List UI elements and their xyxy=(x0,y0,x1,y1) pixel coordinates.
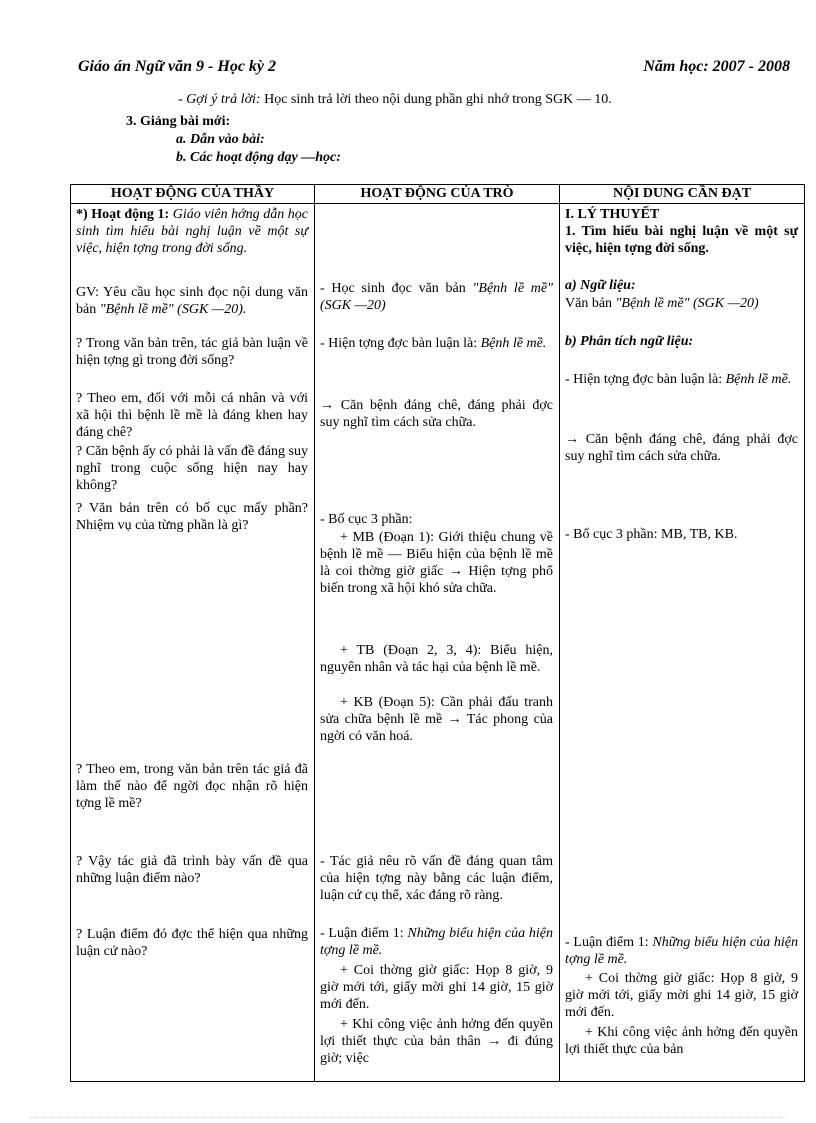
student-judgement: → Căn bệnh đáng chê, đáng phải đợc suy nghĩ tìm cách sửa chữa. xyxy=(320,398,553,430)
header-left: Giáo án Ngữ văn 9 - Học kỳ 2 xyxy=(78,58,277,75)
content-analysis-label: b) Phân tích ngữ liệu: xyxy=(565,334,694,349)
gv-lead: GV: Yêu cầu học sinh đọc nội dung văn bản xyxy=(76,285,308,317)
student-point-1 xyxy=(320,925,553,959)
read-lead: - Học sinh đọc văn bản xyxy=(320,281,466,296)
student-column xyxy=(315,185,560,1081)
content-judgement: → Căn bệnh đáng chê, đáng phải đợc suy nghĩ tìm cách sửa chữa. xyxy=(565,432,798,464)
activity-text: Giáo viên hớng dẫn học sinh tìm hiểu bài nghị luận về một sự việc, hiện tợng trong đời sống. xyxy=(76,207,309,256)
material-lead: Văn bản xyxy=(565,296,613,311)
page-footer-rule xyxy=(30,1117,786,1118)
student-phenomenon xyxy=(320,335,553,352)
content-point-1 xyxy=(565,934,798,968)
teacher-question-3: ? Căn bệnh ấy có phải là vấn đề đáng suy nghĩ trong cuộc sống hiện nay hay không? xyxy=(76,444,308,493)
answer-hint xyxy=(178,91,612,109)
student-header: HOẠT ĐỘNG CỦA TRÒ xyxy=(315,185,559,204)
teacher-question-4: ? Văn bản trên có bố cục mấy phần? Nhiệm vụ của từng phần là gì? xyxy=(76,501,308,533)
content-phenomenon xyxy=(565,371,798,388)
teacher-column xyxy=(71,185,315,1081)
phenomenon-lead: - Hiện tợng đợc bàn luận là: xyxy=(320,336,478,351)
activity-lead: *) Hoạt động 1: xyxy=(76,207,170,222)
content-material xyxy=(565,295,798,312)
content-structure: - Bố cục 3 phần: MB, TB, KB. xyxy=(565,527,738,542)
teacher-question-1: ? Trong văn bản trên, tác giả bàn luận về hiện tợng gì trong đời sống? xyxy=(76,336,308,368)
student-evidence-1: + Coi thờng giờ giấc: Họp 8 giờ, 9 giờ mới tới, giấy mời ghi 14 giờ, 15 giờ mới đến. xyxy=(320,963,553,1012)
content-material-label: a) Ngữ liệu: xyxy=(565,278,636,293)
header-right: Năm học: 2007 - 2008 xyxy=(643,58,790,75)
content-phenomenon-name: Bệnh lề mề. xyxy=(725,372,792,387)
teacher-question-2: ? Theo em, đối với mỗi cá nhân và với xã hội thì bệnh lề mề là đáng khen hay đáng chê? xyxy=(76,391,308,440)
hint-text: Học sinh trả lời theo nội dung phần ghi nhớ trong SGK — 10. xyxy=(264,92,612,107)
teacher-header: HOẠT ĐỘNG CỦA THẦY xyxy=(71,185,314,204)
teacher-question-6: ? Vậy tác giả đã trình bày vấn đề qua những luận điểm nào? xyxy=(76,854,308,886)
content-header: NỘI DUNG CẦN ĐẠT xyxy=(560,185,804,204)
content-evidence-2: + Khi công việc ảnh hởng đến quyền lợi thiết thực của bản xyxy=(565,1025,798,1057)
material-title: "Bệnh lề mề" (SGK —20) xyxy=(615,296,759,311)
phenomenon-name: Bệnh lề mề. xyxy=(480,336,547,351)
content-phenomenon-lead: - Hiện tợng đợc bàn luận là: xyxy=(565,372,723,387)
point-title: Những biểu hiện của hiện tợng lề mề. xyxy=(320,926,554,958)
content-evidence-1: + Coi thờng giờ giấc: Họp 8 giờ, 9 giờ mới tới, giấy mời ghi 14 giờ, 15 giờ mới đến. xyxy=(565,971,798,1020)
point-lead: - Luận điểm 1: xyxy=(320,926,404,941)
teacher-question-5: ? Theo em, trong văn bản trên tác giả đã làm thế nào để ngời đọc nhận rõ hiện tợng lề mề? xyxy=(76,762,308,811)
teacher-question-7: ? Luận điểm đó đợc thể hiện qua những luận cứ nào? xyxy=(76,927,308,959)
section-title: 3. Giảng bài mới: xyxy=(126,114,231,129)
subsection-b: b. Các hoạt động dạy —học: xyxy=(176,150,341,165)
content-theory: I. LÝ THUYẾT xyxy=(565,207,660,222)
hint-label: - Gợi ý trả lời: xyxy=(178,92,261,107)
teacher-activity-1 xyxy=(76,206,308,257)
content-point-title: Những biểu hiện của hiện tợng lề mề. xyxy=(565,935,799,967)
student-read xyxy=(320,280,553,314)
student-evidence-2: + Khi công việc ảnh hởng đến quyền lợi thiết thực của bản thân → đi đúng giờ; việc xyxy=(320,1017,553,1066)
teacher-gv-instruction xyxy=(76,284,308,318)
student-mb: + MB (Đoạn 1): Giới thiệu chung về bệnh lề mề — Biểu hiện của bệnh lề mề là coi thờng giờ giấc → Hiện tợng phổ biến trong xã hội khó sửa chữa. xyxy=(320,530,553,596)
content-column xyxy=(560,185,804,1081)
activity-table xyxy=(70,184,805,1082)
subsection-a: a. Dẫn vào bài: xyxy=(176,132,265,147)
content-section-1: 1. Tìm hiểu bài nghị luận về một sự việc, hiện tợng đời sống. xyxy=(565,224,798,256)
student-arguments: - Tác giả nêu rõ vấn đề đáng quan tâm của hiện tợng này bằng các luận điểm, luận cứ cụ thể, xác đáng rõ ràng. xyxy=(320,854,553,903)
student-structure: - Bố cục 3 phần: xyxy=(320,512,413,527)
gv-title: "Bệnh lề mề" (SGK —20). xyxy=(99,302,247,317)
student-kb: + KB (Đoạn 5): Cần phải đấu tranh sửa chữa bệnh lề mề → Tác phong của ngời có văn hoá. xyxy=(320,695,553,744)
read-title: "Bệnh lề mề" (SGK —20) xyxy=(320,281,554,313)
student-tb: + TB (Đoạn 2, 3, 4): Biểu hiện, nguyên nhân và tác hại của bệnh lề mề. xyxy=(320,643,553,675)
page-header xyxy=(78,58,790,82)
content-point-lead: - Luận điểm 1: xyxy=(565,935,649,950)
